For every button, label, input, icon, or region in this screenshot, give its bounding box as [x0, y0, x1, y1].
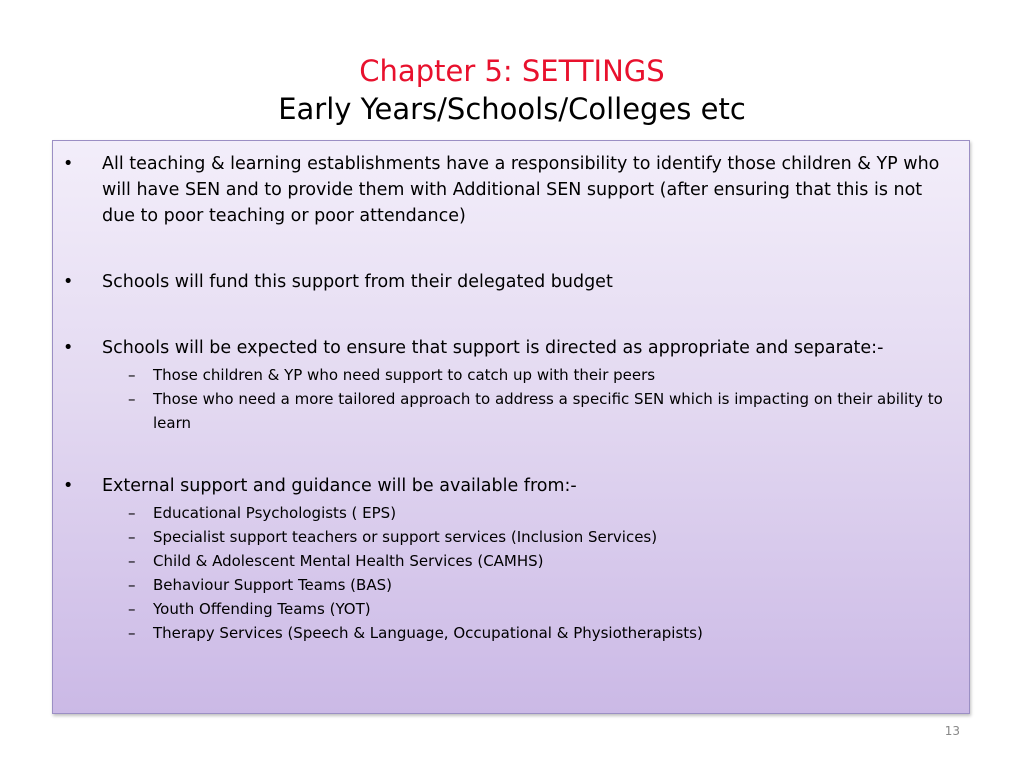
bullet-item: [61, 473, 955, 645]
sub-item: [61, 621, 955, 645]
sub-marker: –: [128, 600, 136, 618]
sub-item-text: Educational Psychologists ( EPS): [153, 504, 397, 522]
page-number: 13: [944, 724, 960, 738]
sub-item-text: Youth Offending Teams (YOT): [153, 600, 371, 618]
sub-item: [61, 387, 955, 435]
sub-item: [61, 525, 955, 549]
bullet-marker: •: [63, 476, 74, 496]
bullet-text: All teaching & learning establishments have a responsibility to identify those children & YP who will have SEN and to provide them with Additional SEN support (after ensuring that this is not due to poor teaching or poor attendance): [102, 154, 940, 226]
sub-marker: –: [128, 552, 136, 570]
sub-item-text: Therapy Services (Speech & Language, Occupational & Physiotherapists): [153, 624, 703, 642]
sub-marker: –: [128, 528, 136, 546]
bullet-text: External support and guidance will be available from:-: [102, 476, 577, 496]
sub-marker: –: [128, 504, 136, 522]
sub-list: [102, 363, 955, 435]
sub-marker: –: [128, 390, 136, 408]
sub-marker: –: [128, 624, 136, 642]
chapter-title: Chapter 5: SETTINGS: [359, 54, 665, 88]
sub-item-text: Those who need a more tailored approach to address a specific SEN which is impacting on their ability to learn: [153, 390, 943, 432]
sub-list: [102, 501, 955, 645]
bullet-item: [61, 151, 955, 229]
sub-item: [61, 573, 955, 597]
sub-item-text: Child & Adolescent Mental Health Services (CAMHS): [153, 552, 544, 570]
bullet-marker: •: [63, 338, 74, 358]
bullet-item: [61, 335, 955, 435]
sub-item: [61, 597, 955, 621]
bullet-marker: •: [63, 154, 74, 174]
sub-marker: –: [128, 576, 136, 594]
slide-title: [0, 52, 1024, 128]
bullet-item: [61, 269, 955, 295]
sub-item: [61, 363, 955, 387]
content-box: [52, 140, 970, 714]
chapter-subtitle: Early Years/Schools/Colleges etc: [278, 92, 746, 126]
bullet-text: Schools will be expected to ensure that support is directed as appropriate and separate:-: [102, 338, 884, 358]
bullet-list: [61, 151, 955, 645]
sub-item-text: Behaviour Support Teams (BAS): [153, 576, 392, 594]
sub-item-text: Those children & YP who need support to catch up with their peers: [153, 366, 656, 384]
sub-item: [61, 549, 955, 573]
sub-marker: –: [128, 366, 136, 384]
bullet-marker: •: [63, 272, 74, 292]
sub-item-text: Specialist support teachers or support services (Inclusion Services): [153, 528, 658, 546]
sub-item: [61, 501, 955, 525]
bullet-text: Schools will fund this support from their delegated budget: [102, 272, 613, 292]
